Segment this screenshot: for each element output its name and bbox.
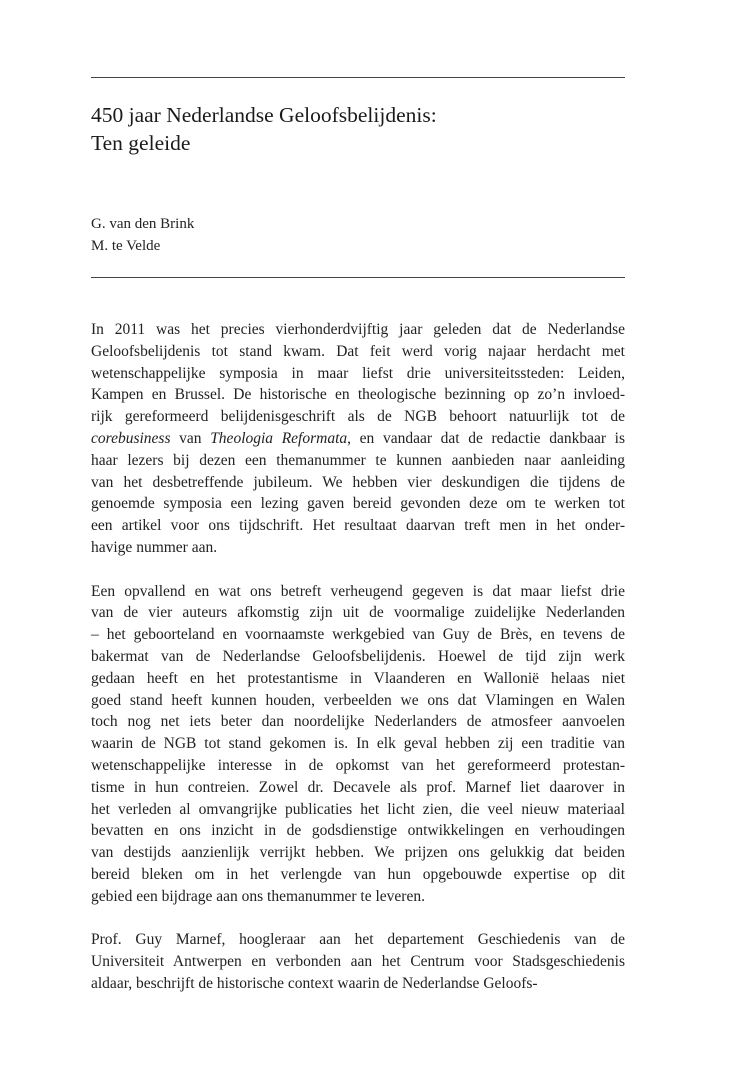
title-line-2: Ten geleide	[91, 131, 191, 155]
text-fragment: , en vandaar dat de redactie dankbaar is	[347, 429, 625, 447]
article-title	[91, 101, 625, 157]
text-line: van het desbetreffende jubileum. We hebben vier deskundigen die tijdens de	[91, 473, 625, 491]
text-line: bevatten en ons inzicht in de godsdienstige ontwikkelingen en verhoudingen	[91, 822, 625, 840]
text-line: genoemde symposia een lezing gaven bereid gevonden deze om te werken tot	[91, 495, 625, 513]
text-line: goed stand heeft kunnen houden, verbeelden we ons dat Vlamingen en Walen	[91, 691, 625, 709]
text-line: havige nummer aan.	[91, 538, 218, 556]
text-line: van destijds aanzienlijk verrijkt hebben. We prijzen ons gelukkig dat beiden	[91, 844, 625, 862]
text-line: gebied een bijdrage aan ons themanummer te leveren.	[91, 887, 425, 905]
text-line: wetenschappelijke interesse in de opkomst van het gereformeerd protestan-	[91, 756, 625, 774]
text-line: Universiteit Antwerpen en verbonden aan het Centrum voor Stadsgeschiedenis	[91, 953, 625, 971]
header-divider	[91, 277, 625, 278]
text-line: aldaar, beschrijft de historische context waarin de Nederlandse Geloofs-	[91, 974, 538, 992]
article-body	[91, 319, 625, 995]
author-list	[91, 213, 194, 257]
paragraph	[91, 929, 625, 994]
text-line: tisme in hun contreien. Zowel dr. Decavele als prof. Marnef liet daarover in	[91, 778, 625, 796]
top-divider	[91, 77, 625, 78]
text-line: In 2011 was het precies vierhonderdvijftig jaar geleden dat de Nederlandse	[91, 321, 625, 338]
paragraph	[91, 319, 625, 559]
paragraph	[91, 581, 625, 908]
text-line: toch nog net iets beter dan noordelijke Nederlanders de atmosfeer aanvoelen	[91, 713, 625, 731]
text-line: wetenschappelijke symposia in maar liefst drie universiteitssteden: Leiden,	[91, 364, 625, 382]
text-fragment: van	[170, 429, 211, 447]
text-line	[91, 428, 625, 450]
text-line: een artikel voor ons tijdschrift. Het resultaat daarvan treft men in het onder-	[91, 517, 625, 535]
author-name: G. van den Brink	[91, 216, 195, 232]
text-line: bakermat van de Nederlandse Geloofsbelijdenis. Hoewel de tijd zijn werk	[91, 647, 625, 665]
text-line: – het geboorteland en voornaamste werkgebied van Guy de Brès, en tevens de	[91, 626, 625, 644]
journal-title: Theologia Reformata	[210, 429, 348, 447]
italic-term: corebusiness	[91, 429, 171, 447]
text-line: van de vier auteurs afkomstig zijn uit de voormalige zuidelijke Nederlanden	[91, 604, 625, 622]
text-line: het verleden al omvangrijke publicaties het licht zien, die veel nieuw materiaal	[91, 800, 625, 818]
text-line: rijk gereformeerd belijdenisgeschrift als de NGB behoort natuurlijk tot de	[91, 408, 625, 426]
text-line: haar lezers bij dezen een themanummer te kunnen aanbieden naar aanleiding	[91, 451, 625, 469]
text-line: bereid bleken om in het verlengde van hun opgebouwde expertise op dit	[91, 865, 625, 883]
text-line: Prof. Guy Marnef, hoogleraar aan het departement Geschiedenis van de	[91, 931, 625, 949]
text-line: gedaan heeft en het protestantisme in Vlaanderen en Wallonië helaas niet	[91, 669, 625, 687]
text-line: Een opvallend en wat ons betreft verheugend gegeven is dat maar liefst drie	[91, 582, 625, 600]
text-line: Kampen en Brussel. De historische en theologische bezinning op zo’n invloed-	[91, 386, 625, 404]
text-line: waarin de NGB tot stand gekomen is. In elk geval hebben zij een traditie van	[91, 735, 625, 753]
title-line-1: 450 jaar Nederlandse Geloofsbelijdenis:	[91, 103, 437, 127]
text-line: Geloofsbelijdenis tot stand kwam. Dat feit werd vorig najaar herdacht met	[91, 342, 625, 360]
author-name: M. te Velde	[91, 238, 161, 254]
